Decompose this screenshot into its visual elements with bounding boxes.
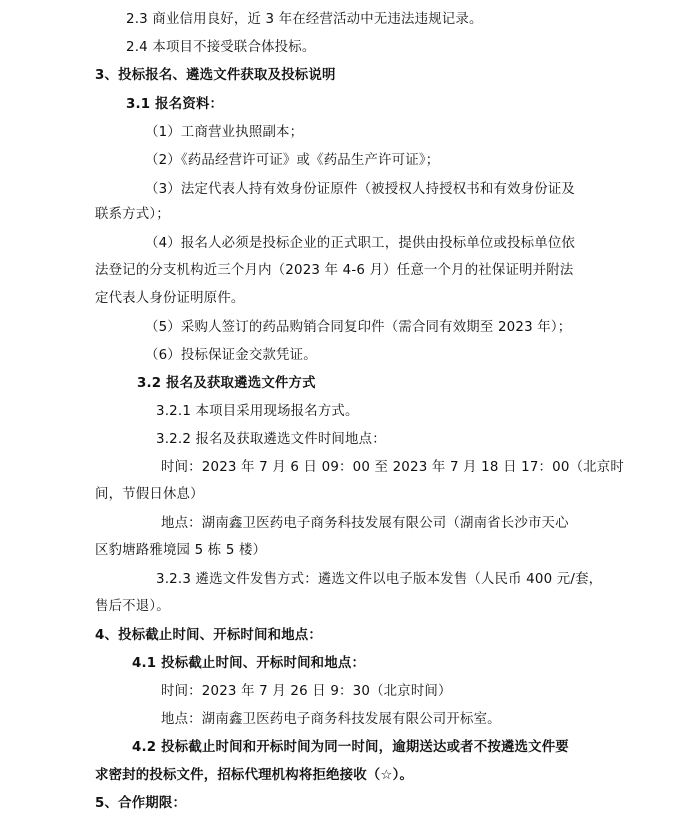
- text-line: 4.2 投标截止时间和开标时间为同一时间，逾期送达或者不按遴选文件要: [132, 740, 569, 755]
- list-item: （1）工商营业执照副本；: [145, 125, 304, 140]
- text-line: 地点：湖南鑫卫医药电子商务科技发展有限公司开标室。: [161, 712, 501, 727]
- text-line: 定代表人身份证明原件。: [95, 291, 245, 306]
- text-line: 2.4 本项目不接受联合体投标。: [126, 40, 316, 55]
- text-line: 3.2.1 本项目采用现场报名方式。: [156, 404, 359, 419]
- text-line: 售后不退）。: [95, 599, 170, 614]
- list-item: （2）《药品经营许可证》或《药品生产许可证》；: [145, 153, 440, 168]
- text-line: 时间：2023 年 7 月 6 日 09：00 至 2023 年 7 月 18 日 17：00（北京时: [161, 460, 624, 475]
- list-item: （4）报名人必须是投标企业的正式职工，提供由投标单位或投标单位依: [145, 236, 576, 251]
- text-line: 求密封的投标文件，招标代理机构将拒绝接收（☆）。: [95, 768, 414, 783]
- section-heading: 3、投标报名、遴选文件获取及投标说明: [95, 68, 336, 83]
- section-heading: 5、合作期限：: [95, 796, 187, 811]
- text-line: 2.3 商业信用良好，近 3 年在经营活动中无违法违规记录。: [126, 12, 483, 27]
- text-line: 时间：2023 年 7 月 26 日 9：30（北京时间）: [161, 684, 452, 699]
- subsection-heading: 4.1 投标截止时间、开标时间和地点：: [132, 656, 366, 671]
- text-line: 联系方式）；: [95, 207, 170, 222]
- text-line: 3.2.3 遴选文件发售方式：遴选文件以电子版本发售（人民币 400 元/套，: [156, 572, 603, 587]
- text-line: 间，节假日休息）: [95, 487, 204, 502]
- text-line: 法登记的分支机构近三个月内（2023 年 4-6 月）任意一个月的社保证明并附法: [95, 263, 574, 278]
- section-heading: 4、投标截止时间、开标时间和地点：: [95, 628, 322, 643]
- text-line: 3.2.2 报名及获取遴选文件时间地点：: [156, 432, 386, 447]
- text-line: 地点：湖南鑫卫医药电子商务科技发展有限公司（湖南省长沙市天心: [161, 516, 569, 531]
- subsection-heading: 3.2 报名及获取遴选文件方式: [137, 376, 316, 391]
- subsection-heading: 3.1 报名资料：: [126, 97, 224, 112]
- list-item: （3）法定代表人持有效身份证原件（被授权人持授权书和有效身份证及: [145, 182, 576, 197]
- text-line: 区豹塘路雅境园 5 栋 5 楼）: [95, 543, 267, 558]
- list-item: （6）投标保证金交款凭证。: [145, 348, 317, 363]
- list-item: （5）采购人签订的药品购销合同复印件（需合同有效期至 2023 年）；: [145, 320, 572, 335]
